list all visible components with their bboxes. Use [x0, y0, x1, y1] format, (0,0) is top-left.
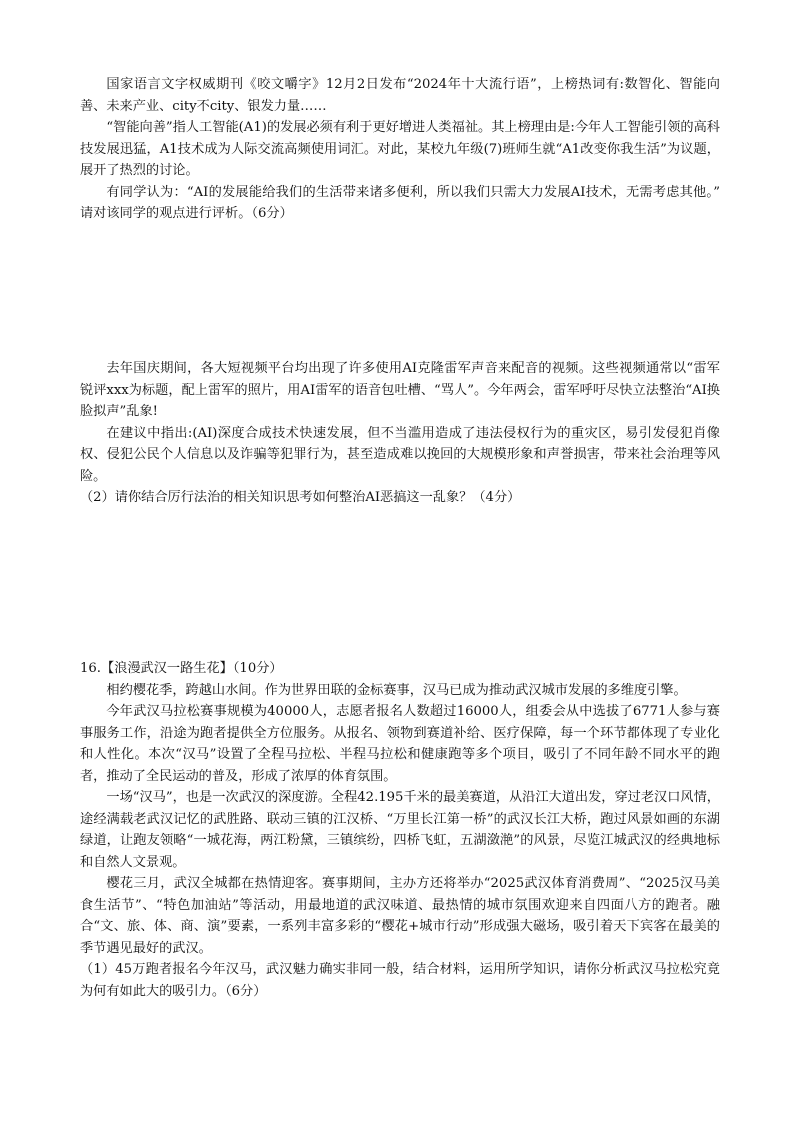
paragraph-buzzwords: 国家语言文字权威期刊《咬文嚼字》12月2日发布“2024年十大流行语”，上榜热词有:数智化、智能向善、未来产业、city不city、银发力量……	[80, 77, 720, 114]
section-ai-voice-clone	[80, 358, 720, 509]
question-16-1: （1）45万跑者报名今年汉马，武汉魅力确实非同一般，结合材料，运用所学知识，请你分析武汉马拉松究竟为何有如此大的吸引力。（6分）	[80, 962, 720, 999]
paragraph-marathon-route: 一场“汉马”，也是一次武汉的深度游。全程42.195千米的最美赛道，从沿江大道出发，穿过老汉口风情，途经满载老武汉记忆的武胜路、联动三镇的江汉桥、“万里长江第一桥”的武汉长江大桥，跑过风景如画的东湖绿道，让跑友领略“一城花海，两江粉黛，三镇缤纷，四桥飞虹，五湖潋滟”的风景，尽览江城武汉的经典地标和自然人文景观。	[80, 790, 720, 870]
section-wuhan-marathon	[80, 658, 720, 1002]
paragraph-city-welcome: 樱花三月，武汉全城都在热情迎客。赛事期间，主办方还将举办“2025武汉体育消费周”、“2025汉马美食生活节”、“特色加油站”等活动，用最地道的武汉味道、最热情的城市氛围欢迎来自四面八方的跑者。融合“文、旅、体、商、演”要素，一系列丰富多彩的“樱花+城市行动”形成强大磁场，吸引着天下宾客在最美的季节遇见最好的武汉。	[80, 876, 720, 956]
paragraph-ai-definition: “智能向善”指人工智能(A1)的发展必须有利于更好增进人类福祉。其上榜理由是:今年人工智能引领的高科技发展迅猛，A1技术成为人际交流高频使用词汇。对此，某校九年级(7)班师生就“A1改变你我生活”为议题，展开了热烈的讨论。	[80, 120, 720, 178]
section-ai-intelligent-good	[80, 74, 720, 225]
question-2: （2）请你结合厉行法治的相关知识思考如何整治AI恶搞这一乱象？（4分）	[80, 490, 521, 505]
paragraph-sakura-season: 相约樱花季，跨越山水间。作为世界田联的金标赛事，汉马已成为推动武汉城市发展的多维度引擎。	[106, 682, 687, 698]
paragraph-lei-jun-videos: 去年国庆期间，各大短视频平台均出现了许多使用AI克隆雷军声音来配音的视频。这些视频通常以“雷军锐评xxx为标题，配上雷军的照片，用AI雷军的语音包吐槽、“骂人”。今年两会，雷军呼吁尽快立法整治“AI换脸拟声”乱象!	[80, 361, 720, 419]
paragraph-proposal: 在建议中指出:(AI)深度合成技术快速发展，但不当滥用造成了违法侵权行为的重灾区，易引发侵犯肖像权、侵犯公民个人信息以及诈骗等犯罪行为，甚至造成难以挽回的大规模形象和声誉损害，带来社会治理等风险。	[80, 425, 720, 484]
paragraph-question-1: 有同学认为：“AI的发展能给我们的生活带来诸多便利，所以我们只需大力发展AI技术，无需考虑其他。” 请对该同学的观点进行评析。（6分）	[80, 184, 720, 221]
question-16-heading: 16.【浪漫武汉一路生花】（10分）	[80, 661, 283, 676]
paragraph-marathon-scale: 今年武汉马拉松赛事规模为40000人，志愿者报名人数超过16000人，组委会从中选拔了6771人参与赛事服务工作，沿途为跑者提供全方位服务。从报名、领物到赛道补给、医疗保障，每一个环节都体现了专业化和人性化。本次“汉马”设置了全程马拉松、半程马拉松和健康跑等多个项目，吸引了不同年龄不同水平的跑者，推动了全民运动的普及，形成了浓厚的体育氛围。	[80, 704, 720, 784]
